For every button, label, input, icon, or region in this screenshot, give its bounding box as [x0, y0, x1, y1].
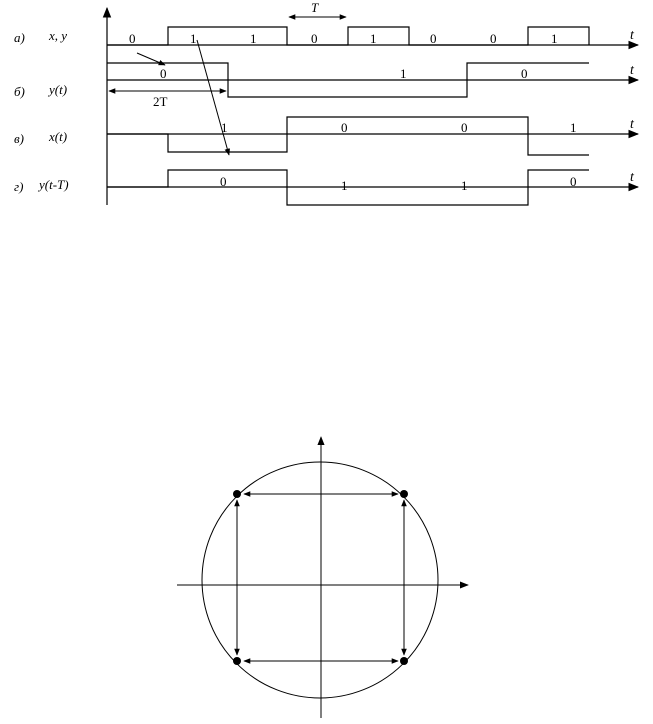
- waveform-c: [107, 117, 589, 155]
- bit-c-2: 0: [461, 120, 468, 135]
- bit-c-1: 0: [341, 120, 348, 135]
- row-b-signal: y(t): [49, 82, 68, 97]
- period-label: T: [311, 0, 319, 15]
- bit-c-0: 1: [221, 120, 228, 135]
- signal-point-bottom-right: [400, 657, 408, 665]
- row-c-signal: x(t): [49, 129, 68, 144]
- t-label-a: t: [630, 28, 634, 43]
- row-a-signal: x, y: [49, 28, 68, 43]
- t-label-b: t: [630, 63, 634, 78]
- bit-a-5: 0: [430, 31, 437, 46]
- bit-d-0: 0: [220, 174, 227, 189]
- t-label-c: t: [630, 117, 634, 132]
- row-d-signal: y(t-T): [39, 177, 69, 192]
- signal-point-top-right: [400, 490, 408, 498]
- bit-a-4: 1: [370, 31, 377, 46]
- constellation-diagram: [177, 437, 468, 718]
- timing-diagram: [14, 0, 638, 205]
- bit-b-1: 1: [400, 66, 407, 81]
- bit-a-2: 1: [250, 31, 257, 46]
- row-d-letter: г): [14, 179, 24, 194]
- row-a-letter: а): [14, 30, 25, 45]
- waveform-a: [107, 27, 589, 45]
- bit-d-1: 1: [341, 178, 348, 193]
- bit-d-3: 0: [570, 174, 577, 189]
- shift-arrow-long: [197, 40, 229, 155]
- signal-point-top-left: [233, 490, 241, 498]
- signal-point-bottom-left: [233, 657, 241, 665]
- bit-a-0: 0: [129, 31, 136, 46]
- bit-a-7: 1: [551, 31, 558, 46]
- bit-c-3: 1: [570, 120, 577, 135]
- bit-a-3: 0: [311, 31, 318, 46]
- bit-a-1: 1: [190, 31, 197, 46]
- bit-b-2: 0: [521, 66, 528, 81]
- row-c-letter: в): [14, 131, 24, 146]
- row-b-letter: б): [14, 84, 25, 99]
- bit-b-0: 0: [160, 66, 167, 81]
- double-period-label: 2T: [153, 94, 168, 109]
- bit-a-6: 0: [490, 31, 497, 46]
- t-label-d: t: [630, 170, 634, 185]
- bit-d-2: 1: [461, 178, 468, 193]
